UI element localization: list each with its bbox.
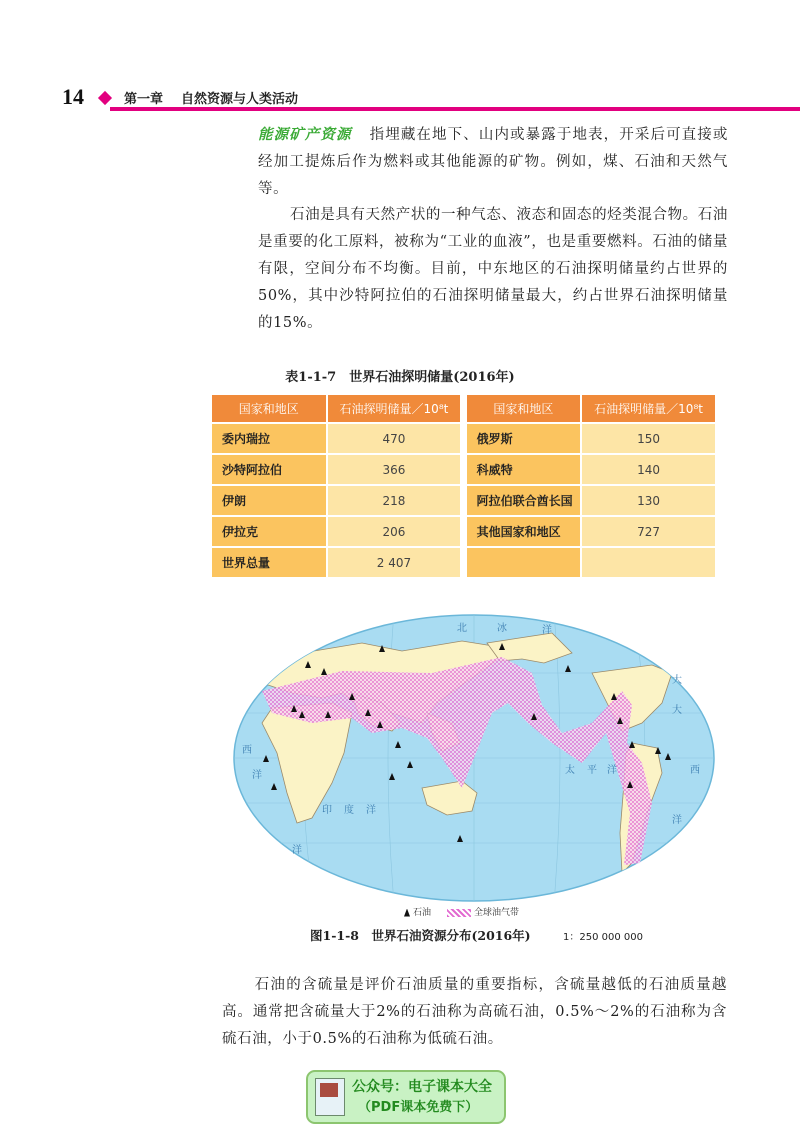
map-scale: 1：250 000 000 xyxy=(563,932,643,943)
legend-belt-label: 全球油气带 xyxy=(474,908,520,918)
ocean-label: 度 xyxy=(344,805,354,816)
watermark-stamp xyxy=(306,1070,506,1124)
sulfur-paragraph-text: 石油的含硫量是评价石油质量的重要指标，含硫量越低的石油质量越高。通常把含硫量大于2%的石油称为高硫石油，0.5%～2%的石油称为含硫石油，小于0.5%的石油称为低硫石油。 xyxy=(222,977,727,1047)
page-number: 14 xyxy=(62,84,84,109)
table-header: 国家和地区 xyxy=(467,395,583,422)
table-cell: 727 xyxy=(582,515,717,546)
ocean-label: 洋 xyxy=(542,625,552,636)
chapter-title: 自然资源与人类活动 xyxy=(181,92,299,107)
book-icon xyxy=(315,1078,345,1116)
ocean-label: 西 xyxy=(242,745,252,756)
header-rule xyxy=(110,107,800,111)
table-header: 国家和地区 xyxy=(212,395,328,422)
oil-paragraph xyxy=(258,202,728,337)
chapter-heading xyxy=(124,88,298,107)
ocean-label: 北 xyxy=(457,623,467,634)
ocean-label: 太 xyxy=(565,765,575,776)
diamond-icon xyxy=(98,91,112,105)
world-oil-map xyxy=(232,613,716,903)
sulfur-paragraph xyxy=(222,972,727,1053)
table-header: 石油探明储量／10⁸t xyxy=(328,395,463,422)
oil-belt-swatch xyxy=(447,909,471,917)
map-legend xyxy=(404,905,519,918)
table-cell: 2 407 xyxy=(328,546,463,577)
ocean-label: 平 xyxy=(587,765,597,776)
table-cell: 伊朗 xyxy=(212,484,328,515)
table-cell: 俄罗斯 xyxy=(467,422,583,453)
ocean-label: 印 xyxy=(322,805,332,816)
ocean-label: 西 xyxy=(690,765,700,776)
oil-marker-icon xyxy=(404,909,410,917)
table-cell: 沙特阿拉伯 xyxy=(212,453,328,484)
ocean-label: 洋 xyxy=(672,815,682,826)
figure-caption: 图1-1-8 世界石油资源分布(2016年) xyxy=(310,928,531,943)
table-cell xyxy=(467,546,583,577)
table-cell: 阿拉伯联合酋长国 xyxy=(467,484,583,515)
oil-paragraph-text: 石油是具有天然产状的一种气态、液态和固态的烃类混合物。石油是重要的化工原料，被称为“工业的血液”，也是重要燃料。石油的储量有限，空间分布不均衡。目前，中东地区的石油探明储量约占世界的50%，其中沙特阿拉伯的石油探明储量最大，约占世界石油探明储量的15%。 xyxy=(258,207,728,331)
stamp-line-1: 公众号：电子课本大全 xyxy=(352,1079,492,1095)
table-cell: 世界总量 xyxy=(212,546,328,577)
table-cell: 206 xyxy=(328,515,463,546)
table-cell: 218 xyxy=(328,484,463,515)
table-cell xyxy=(582,546,717,577)
key-term: 能源矿产资源 xyxy=(258,127,352,143)
table-row xyxy=(212,453,717,484)
definition-paragraph xyxy=(258,122,728,203)
legend-oil-label: 石油 xyxy=(413,908,432,918)
ocean-label: 洋 xyxy=(252,770,262,781)
ocean-label: 洋 xyxy=(607,765,617,776)
ocean-label: 大 xyxy=(672,705,682,716)
table-cell: 伊拉克 xyxy=(212,515,328,546)
table-cell: 委内瑞拉 xyxy=(212,422,328,453)
table-cell: 科威特 xyxy=(467,453,583,484)
table-cell: 470 xyxy=(328,422,463,453)
table-cell: 140 xyxy=(582,453,717,484)
ocean-label: 洋 xyxy=(292,845,302,856)
ocean-label: 冰 xyxy=(497,623,507,634)
table-row xyxy=(212,515,717,546)
table-cell: 其他国家和地区 xyxy=(467,515,583,546)
ocean-label: 洋 xyxy=(366,805,376,816)
chapter-number: 第一章 xyxy=(124,92,164,107)
world-map-svg xyxy=(232,613,716,903)
table-header: 石油探明储量／10⁸t xyxy=(582,395,717,422)
table-cell: 130 xyxy=(582,484,717,515)
stamp-line-2: （PDF课本免费下） xyxy=(358,1100,479,1115)
oil-reserves-table xyxy=(212,395,717,577)
ocean-label: 大 xyxy=(672,675,682,686)
table-cell: 366 xyxy=(328,453,463,484)
table-row xyxy=(212,422,717,453)
table-header-row xyxy=(212,395,717,422)
table-row xyxy=(212,484,717,515)
table-cell: 150 xyxy=(582,422,717,453)
table-row xyxy=(212,546,717,577)
definition-text: 指埋藏在地下、山内或暴露于地表，开采后可直接或经加工提炼后作为燃料或其他能源的矿物。例如，煤、石油和天然气等。 xyxy=(258,127,728,197)
table-title: 表1-1-7 世界石油探明储量(2016年) xyxy=(285,370,515,385)
